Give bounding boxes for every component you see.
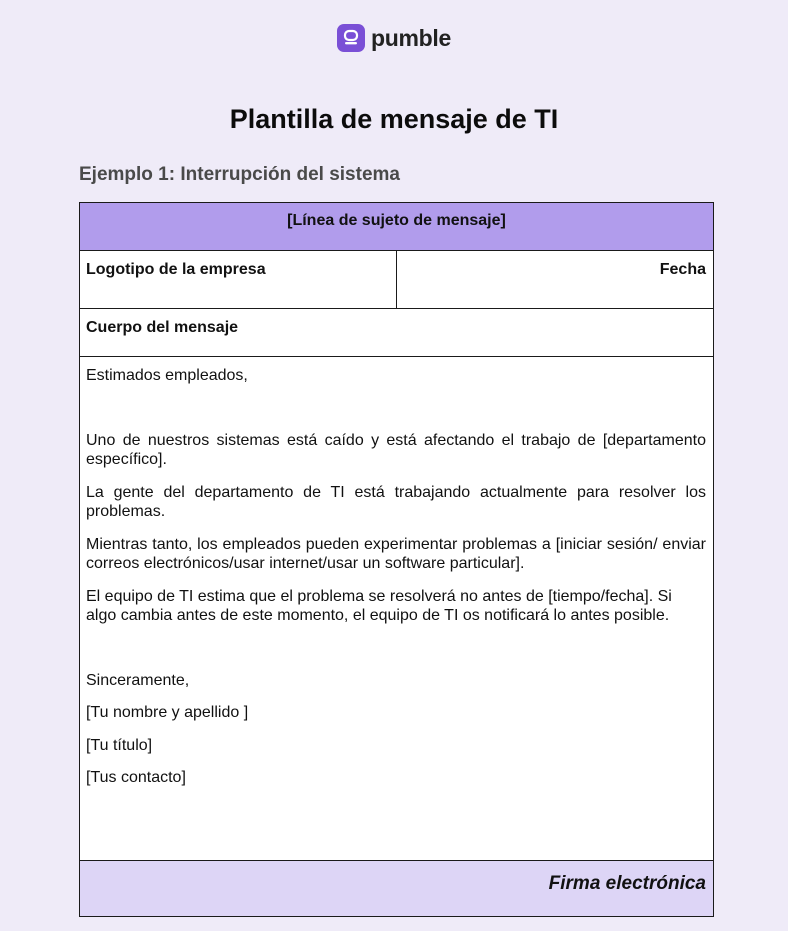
date-cell: Fecha bbox=[659, 261, 706, 278]
contact-placeholder: [Tus contacto] bbox=[86, 769, 186, 786]
paragraph: El equipo de TI estima que el problema se resolverá no antes de [tiempo/fecha]. Si algo cambia antes de este momento, el equipo de TI os notificará lo antes posible. bbox=[86, 587, 672, 624]
name-placeholder: [Tu nombre y apellido ] bbox=[86, 704, 249, 721]
example-subtitle: Ejemplo 1: Interrupción del sistema bbox=[79, 164, 400, 185]
message-body bbox=[80, 357, 713, 861]
header-row bbox=[80, 251, 713, 309]
brand-name: pumble bbox=[371, 24, 451, 51]
paragraph: Mientras tanto, los empleados pueden experimentar problemas a [iniciar sesión/ enviar correos electrónicos/usar internet/usar un software particular]. bbox=[86, 535, 706, 572]
page-title: Plantilla de mensaje de TI bbox=[229, 104, 559, 134]
paragraph: La gente del departamento de TI está trabajando actualmente para resolver los problemas. bbox=[86, 483, 706, 520]
subject-line: [Línea de sujeto de mensaje] bbox=[80, 203, 713, 251]
body-label: Cuerpo del mensaje bbox=[80, 309, 713, 357]
brand-logo bbox=[0, 24, 788, 52]
company-logo-cell: Logotipo de la empresa bbox=[80, 251, 397, 308]
title-placeholder: [Tu título] bbox=[86, 736, 153, 754]
paragraph: Uno de nuestros sistemas está caído y está afectando el trabajo de [departamento específico]. bbox=[86, 431, 706, 468]
message-template bbox=[79, 202, 714, 917]
greeting: Estimados empleados, bbox=[86, 367, 248, 384]
closing: Sinceramente, bbox=[86, 671, 190, 689]
signature-row: Firma electrónica bbox=[80, 861, 713, 916]
pumble-logo-icon bbox=[337, 24, 365, 52]
